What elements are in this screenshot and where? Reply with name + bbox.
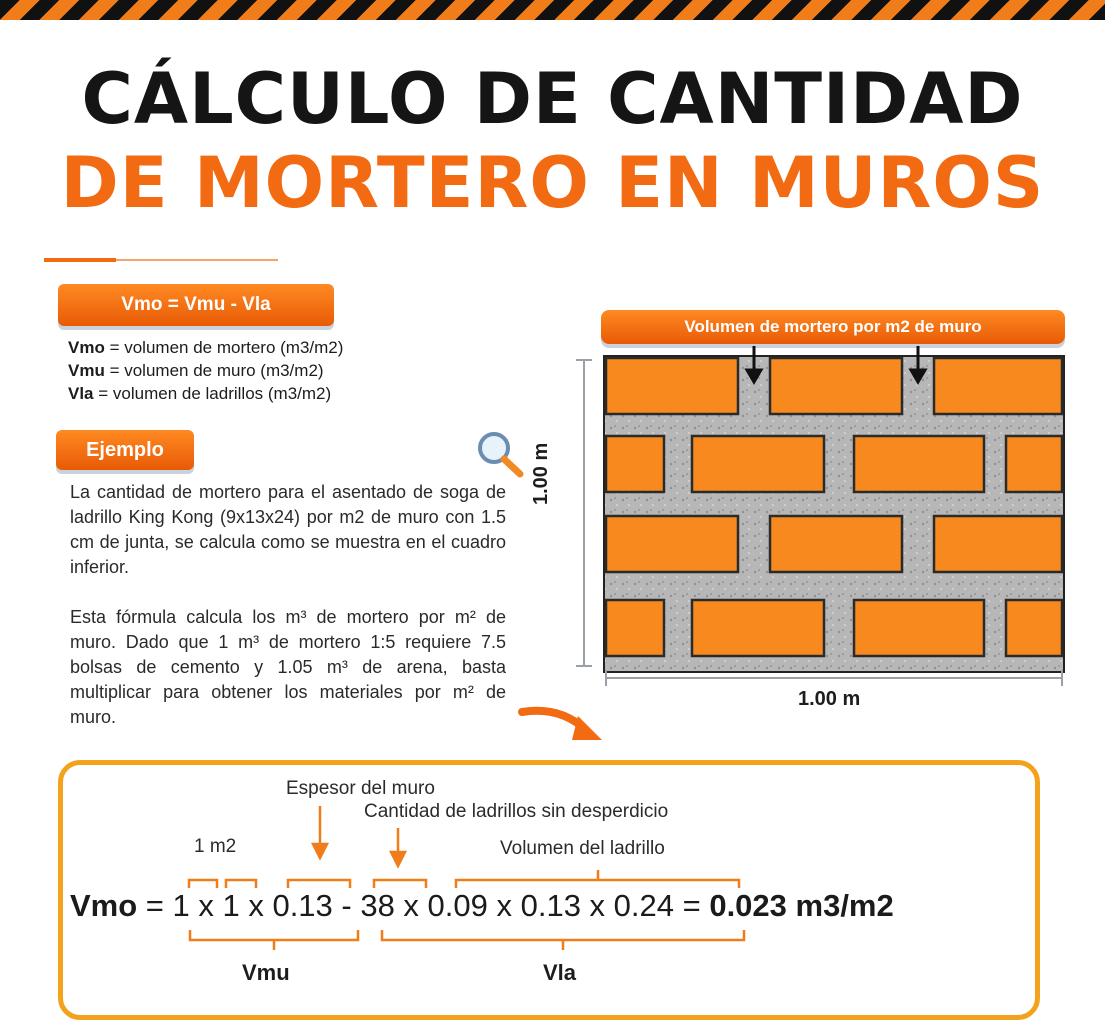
annotation-1m2: 1 m2 xyxy=(194,836,237,857)
brace-label-vla: Vla xyxy=(543,960,577,985)
brace-label-vmu: Vmu xyxy=(242,960,290,985)
example-label-pill: Ejemplo xyxy=(56,430,194,470)
definition-vmu: Vmu = volumen de muro (m3/m2) xyxy=(68,361,324,380)
annotation-espesor: Espesor del muro xyxy=(286,778,435,799)
width-dimension-label: 1.00 m xyxy=(798,688,861,710)
equation-body: = 1 x 1 x 0.13 - 38 x 0.09 x 0.13 x 0.24 = xyxy=(137,888,710,923)
formula-explanation-paragraph: Esta fórmula calcula los m³ de mortero por m² de muro. Dado que 1 m³ de mortero 1:5 requiere 7.5 bolsas de cemento y 1.05 m³ de arena, basta multiplicar para obtener los materiales por m² de muro. xyxy=(70,607,506,727)
page-subtitle: DE MORTERO EN MUROS xyxy=(60,142,1045,224)
annotation-cantidad: Cantidad de ladrillos sin desperdicio xyxy=(364,801,669,822)
definition-vmo: Vmo = volumen de mortero (m3/m2) xyxy=(68,338,344,357)
equation-result: 0.023 m3/m2 xyxy=(709,888,894,923)
definition-vla: Vla = volumen de ladrillos (m3/m2) xyxy=(68,384,332,403)
page-title: CÁLCULO DE CANTIDAD xyxy=(81,58,1024,140)
formula-label-pill: Vmo = Vmu - Vla xyxy=(58,284,334,326)
equation-lhs: Vmo xyxy=(70,888,138,923)
annotation-volumen: Volumen del ladrillo xyxy=(500,838,665,859)
diagram-banner: Volumen de mortero por m2 de muro xyxy=(601,310,1065,344)
formula-equation xyxy=(70,888,894,924)
height-dimension-label: 1.00 m xyxy=(530,442,552,505)
example-paragraph: La cantidad de mortero para el asentado de soga de ladrillo King Kong (9x13x24) por m2 de muro con 1.5 cm de junta, se calcula como se muestra en el cuadro inferior. xyxy=(70,482,506,577)
